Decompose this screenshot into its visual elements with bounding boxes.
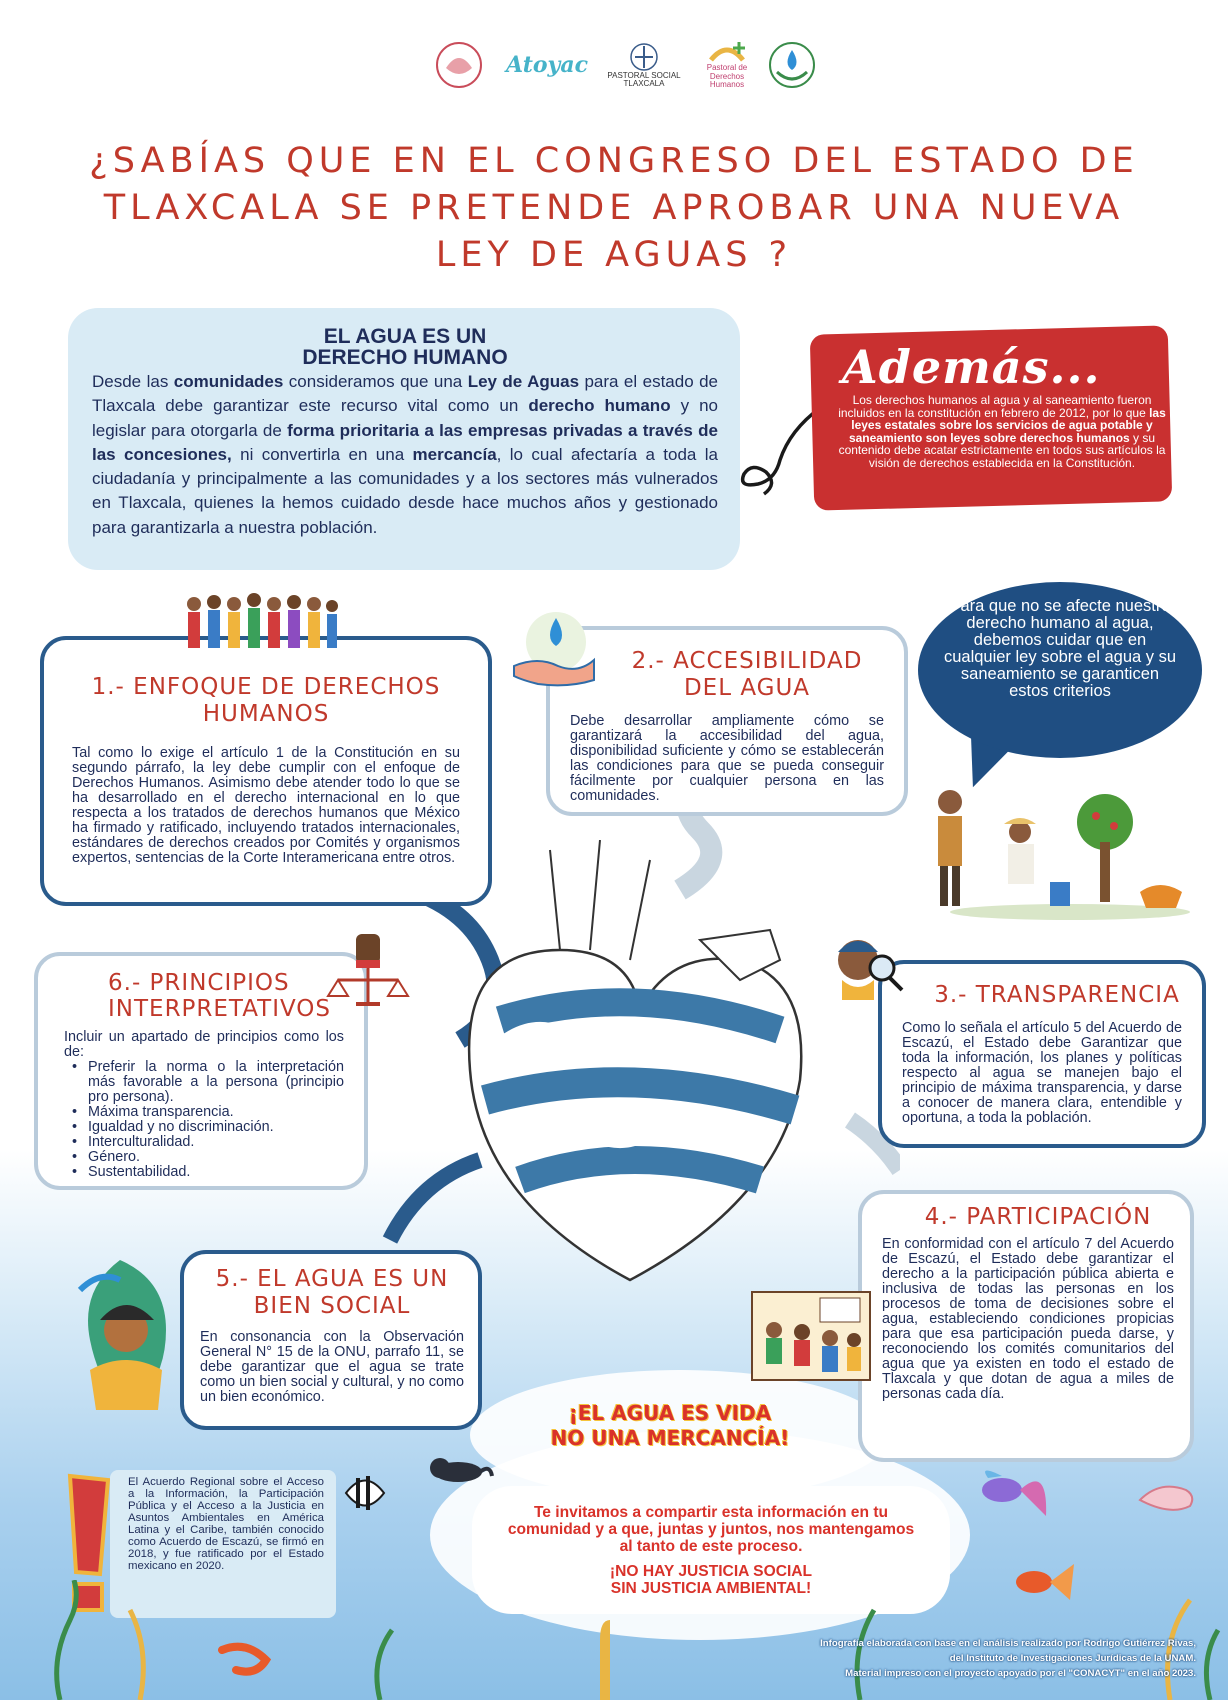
section-3-text: Como lo señala el artículo 5 del Acuerdo de Escazú, el Estado debe Garantizar que toda la información, los planes y políticas respecto al agua se manejen bajo el principio de máxima transparencia, y darse a conocer de manera clara, entendible y oportuna, a toda la población. [902,1020,1182,1126]
atoyac-logo: Atoyac [506,52,588,78]
section-6-title: 6.- PRINCIPIOS INTERPRETATIVOS [108,970,332,1022]
section-3-box [878,960,1206,1148]
child-magnifier-illustration [826,920,906,1000]
intro-text: Desde las comunidades consideramos que una Ley de Aguas para el estado de Tlaxcala debe garantizar este recurso vital como un derecho humano y no legislar para otorgarla de forma prioritaria a las empresas privadas a través de las concesiones, ni convertirla en una mercancía, lo cual afectaría a toda la ciudadanía y principalmente a las comunidades y a los sectores más vulnerados en Tlaxcala, quienes la hemos cuidado desde hace muchos años y gestionado para garantizarla a nuestra población. [92,372,719,537]
page-title: ¿SABÍAS QUE EN EL CONGRESO DEL ESTADO DE TLAXCALA SE PRETENDE APROBAR UNA NUEVA LEY DE AGUAS ? [89,141,1139,275]
section-1-text: Tal como lo exige el artículo 1 de la Constitución en su segundo párrafo, la ley debe cumplir con el enfoque de Derechos Humanos. Asimismo debe atender todo lo que se ha desarrollado en el derecho internacional en lo que respecta a los tratados de derechos humanos que México ha firmado y ratificado, incluyendo tratados internacionales, estándares de derechos creados por Comités y organismos expertos, sentencias de la Corte Interamericana entre otros. [72,745,460,866]
section-2-title: 2.- ACCESIBILIDAD DEL AGUA [631,648,863,701]
criteria-speech-bubble: Para que no se afecte nuestro derecho humano al agua, debemos cuidar que en cualquier ley sobre el agua y su saneamiento se garanticen estos criterios [918,582,1202,758]
pastoral-social-logo: PASTORAL SOCIAL TLAXCALA [606,36,682,94]
section-2-box [546,626,908,816]
axolotl-icon [428,1450,494,1490]
angelfish-icon [340,1468,390,1518]
section-2-text: Debe desarrollar ampliamente cómo se garantizará la accesibilidad del agua, disponibilidad suficiente y cómo se establecerán las condiciones para que se pueda conseguir fácilmente por cualquier persona en las comunidades. [570,713,884,804]
section-5-title: 5.- EL AGUA ES UN BIEN SOCIAL [215,1266,449,1319]
section-5-box [180,1250,482,1430]
list-item: • Sustentabilidad. [64,1165,344,1180]
section-1-box [40,636,492,906]
indigenous-woman-illustration [70,1250,180,1420]
section-4-title: 4.- PARTICIPACIÓN [924,1204,1152,1230]
ademas-text: Los derechos humanos al agua y al saneamiento fueron incluidos en la constitución en febrero de 2012, por lo que las leyes estatales sobre los servicios de agua potable y saneamiento son leyes sobre derechos humanos y su contenido debe acatar estrictamente en todos sus artículos la visión de derechos establecida en la Constitución. [838,393,1166,470]
list-item: • Igualdad y no discriminación. [64,1120,344,1135]
logo-row [430,36,830,96]
farmers-illustration [900,762,1190,922]
principles-list [64,1060,344,1180]
people-group-illustration [180,590,340,652]
footer-credits: Infografía elaborada con base en el análisis realizado por Rodrigo Gutiérrez Rivas, del Instituto de Investigaciones Jurídicas de la UNAM. Material impreso con el proyecto apoyado por el "CONACYT" en el año 2023. [820,1638,1196,1679]
slogan-text: ¡EL AGUA ES VIDA NO UNA MERCANCÍA! [550,1401,790,1450]
community-meeting-illustration [750,1290,872,1382]
list-item: • Máxima transparencia. [64,1105,344,1120]
axolotl-pink-icon [1130,1470,1200,1520]
section-3-title: 3.- TRANSPARENCIA [934,982,1180,1008]
escazu-note: El Acuerdo Regional sobre el Acceso a la Información, la Participación Pública y el Acceso a la Justicia en Asuntos Ambientales en América Latina y el Caribe, también conocido como Acuerdo de Escazú, se firmó en 2018, y fue ratificado por el Estado mexicano en 2020. [110,1470,336,1618]
ademas-title: Además... [842,340,1101,394]
list-item: • Interculturalidad. [64,1135,344,1150]
intro-box [68,308,740,570]
list-item: • Preferir la norma o la interpretación más favorable a la persona (principio pro persona). [64,1060,344,1105]
section-6-intro: Incluir un apartado de principios como los de: [64,1029,344,1060]
water-drop-hand-icon [508,610,598,690]
agua-logo [764,36,820,94]
pastoral-derechos-logo: Pastoral de Derechos Humanos [696,36,758,94]
section-4-box [858,1190,1194,1462]
invite-text: Te invitamos a compartir esta información en tu comunidad y a que, juntas y juntos, nos mantengamos al tanto de este proceso. [507,1504,915,1555]
water-heart-illustration [440,840,820,1290]
section-4-text: En conformidad con el artículo 7 del Acuerdo de Escazú, el Estado debe garantizar el derecho a la participación pública abierta e inclusiva de todas las personas en los procesos de toma de decisiones sobre el agua, estableciendo condiciones propicias para que esa participación pueda darse, y reconociendo los comités comunitarios del agua que ya existen en todo el estado de Tlaxcala y que dotan de agua a miles de personas cada día. [882,1236,1174,1402]
intro-title: EL AGUA ES UN DERECHO HUMANO [302,325,508,369]
list-item: • Género. [64,1150,344,1165]
justice-slogan: ¡NO HAY JUSTICIA SOCIAL SIN JUSTICIA AMBIENTAL! [609,1563,813,1597]
justice-scale-icon [318,930,418,1010]
alianza-logo [430,36,488,94]
section-1-title: 1.- ENFOQUE DE DERECHOS HUMANOS [91,674,441,727]
betta-fish-icon [968,1460,1048,1520]
section-5-text: En consonancia con la Observación General N° 15 de la ONU, parrafo 11, se debe garantizar que el agua se trate como un bien social y cultural, y no como un bien económico. [200,1329,464,1405]
